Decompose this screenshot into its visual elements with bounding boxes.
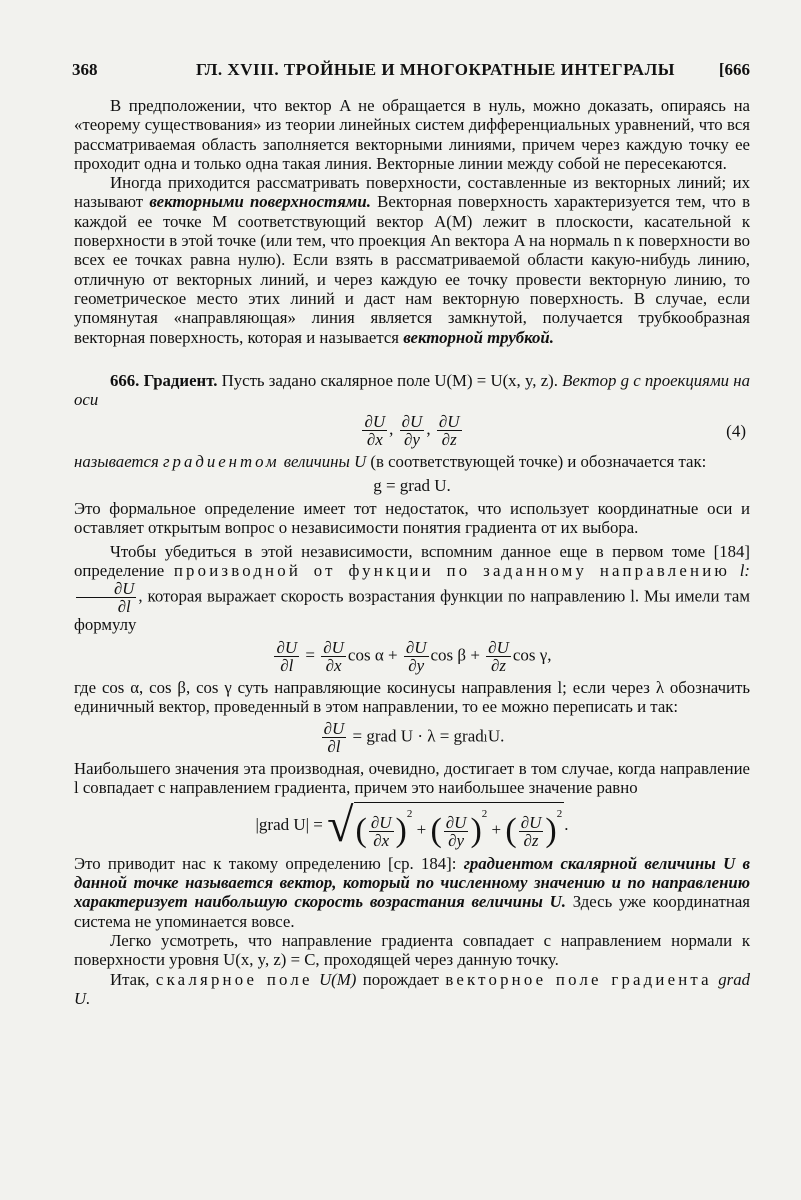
equation-grad-norm: |grad U| = √( $\frac{\partial U}{\partial x}$ )$^2$ + ( $\frac{\partial U}{\partial y}$ )$^2$ + ( $\frac{\partial U}{\partial z}$ )$^2$.	[255, 798, 569, 852]
equation-grad-lambda: $\frac{\partial U}{\partial l}$ = grad U · λ = gradₗU.	[323, 719, 505, 757]
paragraph-vector-lines: В предположении, что вектор A не обращается в нуль, можно доказать, опираясь на «теорему существования» из теории линейных систем дифференциальных уравнений, что вся рассматриваемая область заполняется векторными линиями, причем через каждую точку ее проходит одна и только одна такая линия. Векторные линии между собой не пересекаются.	[74, 96, 750, 173]
frac-dU-dx: $\frac{\partial U}{\partial x}$	[364, 412, 386, 450]
term-directional-derivative: производной от функции по заданному направлению	[173, 560, 731, 580]
frac-dU-dy: $\frac{\partial U}{\partial y}$	[401, 412, 423, 450]
paragraph-gradient-def: называется градиентом величины U (в соответствующей точке) и обозначается так:	[74, 452, 707, 472]
paragraph-conclusion: Итак, скалярное поле U(M) порождает векторное поле градиента grad U.	[74, 969, 750, 1008]
paragraph-level-surface: Легко усмотреть, что направление градиента совпадает с направлением нормали к поверхности уровня U(x, y, z) = C, проходящей через данную точку.	[74, 930, 750, 970]
paragraph-formal-def: Это формальное определение имеет тот недостаток, что использует координатные оси и оставляет открытым вопрос о независимости понятия градиента от их выбора.	[74, 499, 750, 538]
term-gradient-definition: градиентом скалярной величины U в данной точке называется вектор, который по численному значению и по направлению характеризует наибольшую скорость возрастания величины U.	[74, 853, 751, 912]
page-number: 368	[72, 60, 98, 79]
section-666-heading: 666. Градиент.	[110, 370, 218, 390]
paragraph-vector-surfaces: Иногда приходится рассматривать поверхности, составленные из векторных линий; их называют векторными поверхностями. Векторная поверхность характеризуется тем, что в каждой ее точке M соответствующий вектор A(M) лежит в плоскости, касательной к поверхности в этой точке (или тем, что проекция An вектора A на нормаль n к поверхности во всех ее точках равна нулю). Если взять в рассматриваемой области какую-нибудь линию, отличную от векторных линий, и через каждую ее точку провести векторную линию, то геометрическое место этих линий и даст нам векторную поверхность. В случае, если упомянутая «направляющая» линия является замкнутой, получается трубкообразная векторная поверхность, которая и называется векторной трубкой.	[74, 173, 750, 347]
term-vector-tube: векторной трубкой.	[403, 327, 554, 347]
frac-dU-dz: $\frac{\partial U}{\partial z}$	[438, 412, 460, 450]
paragraph-gradient-definition-2: Это приводит нас к такому определению [ср. 184]: градиентом скалярной величины U в данной точке называется вектор, который по численному значению и по направлению характеризует наибольшую скорость возрастания величины U. Здесь уже координатная система не упоминается вовсе.	[74, 853, 751, 931]
paragraph-direction-cosines: где cos α, cos β, cos γ суть направляющие косинусы направления l; если через λ обозначить единичный вектор, проведенный в этом направлении, то ее можно переписать и так:	[74, 677, 750, 716]
frac-dU-dl: $\frac{\partial U}{\partial l}$	[76, 580, 136, 615]
page-body	[74, 96, 750, 1008]
paragraph-directional: Чтобы убедиться в этой независимости, вспомним данное еще в первом томе [184] определение производной от функции по заданному направлению l: $\frac{\partial U}{\partial l}$ , которая выражает скорость возрастания функции по направлению l. Мы имели там формулу	[74, 541, 751, 635]
section-number: [666	[718, 60, 750, 79]
section-666-intro: 666. Градиент. Пусть задано скалярное поле U(M) = U(x, y, z). Вектор g с проекциями на оси	[74, 370, 751, 410]
running-title: ГЛ. XVIII. ТРОЙНЫЕ И МНОГОКРАТНЫЕ ИНТЕГРАЛЫ	[196, 60, 675, 79]
equation-directional-derivative: $\frac{\partial U}{\partial l}$ = $\frac{\partial U}{\partial x}$ cos α + $\frac{\partial U}{\partial y}$ cos β + $\frac{\partial U}{\partial z}$ cos γ,	[276, 637, 552, 675]
term-vector-surfaces: векторными поверхностями.	[149, 192, 371, 212]
equation-grad: g = grad U.	[373, 475, 451, 495]
term-gradient: градиентом	[163, 452, 280, 472]
equation-number: (4)	[726, 421, 746, 441]
paragraph-max-value: Наибольшего значения эта производная, очевидно, достигает в том случае, когда направление l совпадает с направлением градиента, причем это наибольшее значение равно	[74, 759, 750, 798]
equation-4: $\frac{\partial U}{\partial x}$ , $\frac{\partial U}{\partial y}$ , $\frac{\partial U}{\partial z}$ (4)	[364, 412, 746, 450]
